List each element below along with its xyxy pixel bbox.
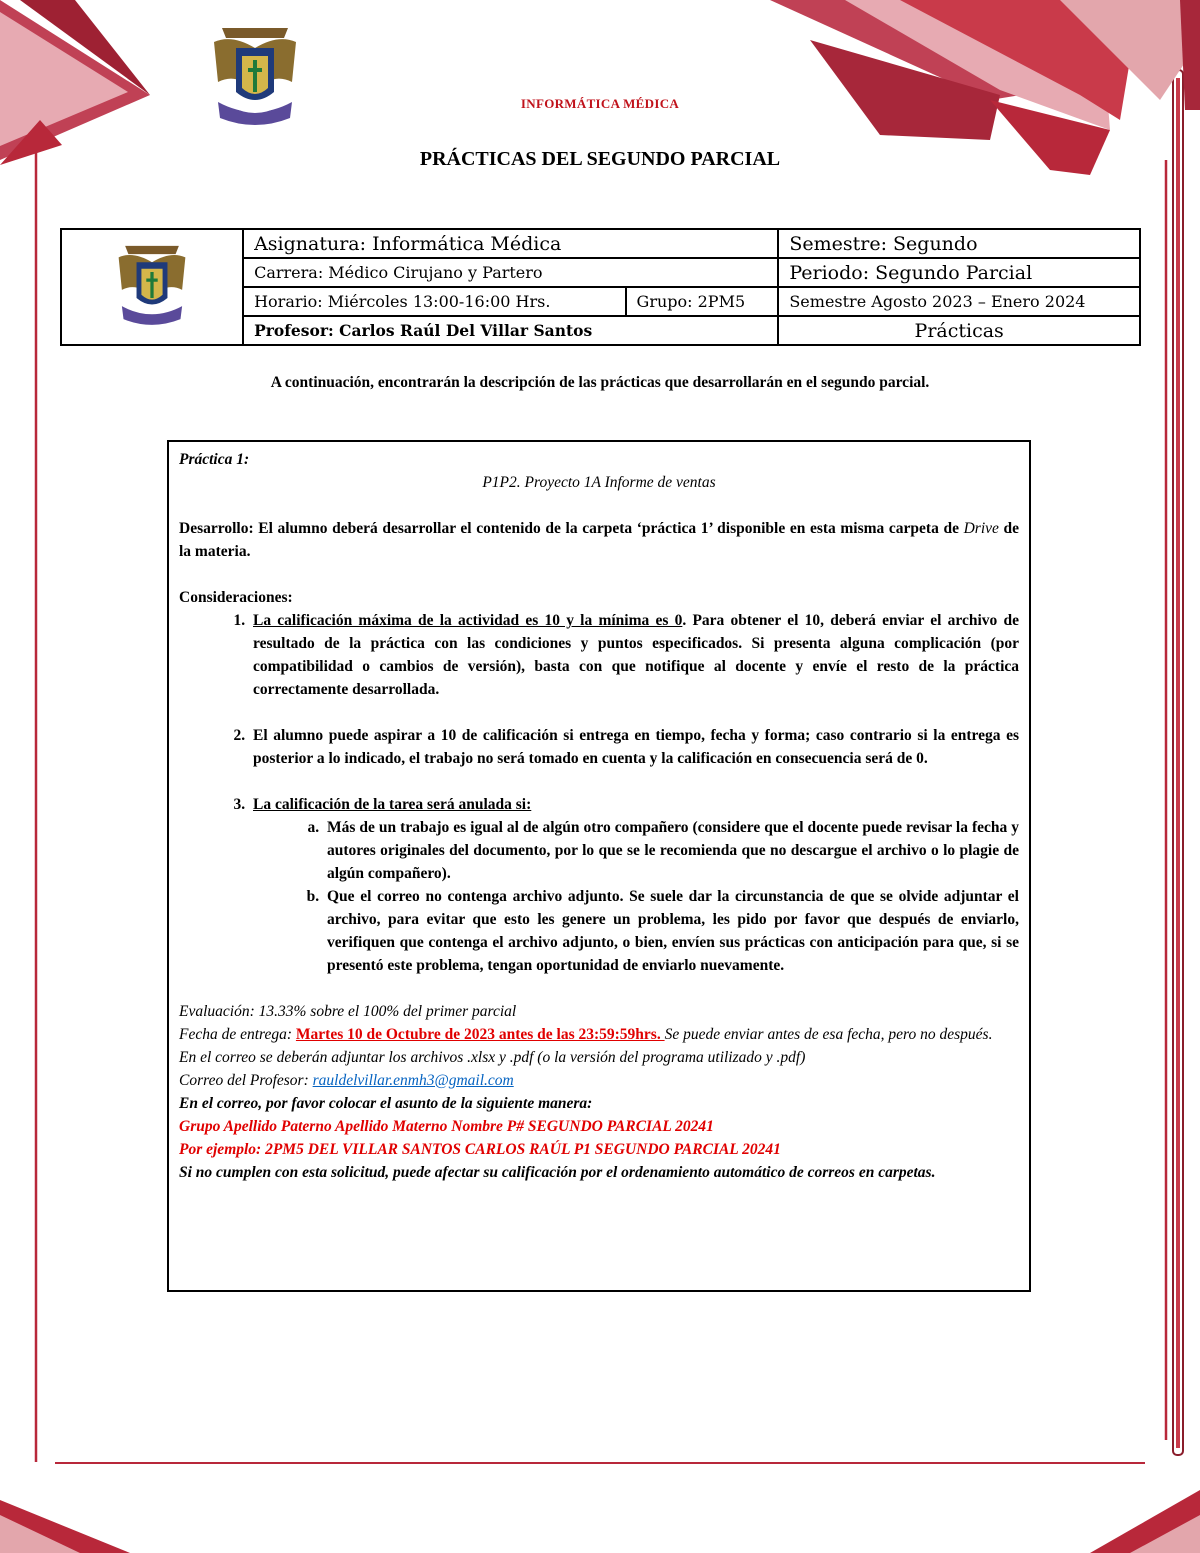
page-title: PRÁCTICAS DEL SEGUNDO PARCIAL xyxy=(419,148,781,170)
university-crest-logo xyxy=(212,22,298,130)
asunto-text: En el correo, por favor colocar el asunto de la siguiente manera: xyxy=(179,1095,593,1112)
adjuntar-text: En el correo se deberán adjuntar los archivos .xlsx y .pdf (o la versión del programa utilizado y .pdf) xyxy=(179,1049,806,1066)
practice-box xyxy=(167,440,1031,1292)
list-item: 2. El alumno puede aspirar a 10 de calificación si entrega en tiempo, fecha y forma; caso contrario si la entrega es posterior a lo indicado, el trabajo no será tomado en cuenta y la calificación en consecuencia será de 0. xyxy=(249,724,1019,770)
tipo-cell: Prácticas xyxy=(778,316,1140,345)
evaluacion-text: Evaluación: 13.33% sobre el 100% del primer parcial xyxy=(179,1003,517,1020)
profesor-cell: Profesor: Carlos Raúl Del Villar Santos xyxy=(243,316,778,345)
ejemplo-asunto-text: Por ejemplo: 2PM5 DEL VILLAR SANTOS CARLOS RAÚL P1 SEGUNDO PARCIAL 20241 xyxy=(179,1141,781,1158)
anulacion-sublist xyxy=(253,816,1019,977)
university-crest-logo-small xyxy=(117,240,187,330)
fecha-entrega-value: Martes 10 de Octubre de 2023 antes de las 23:59:59hrs. xyxy=(295,1026,665,1043)
practice-name: P1P2. Proyecto 1A Informe de ventas xyxy=(482,474,716,491)
formato-asunto-text: Grupo Apellido Paterno Apellido Materno Nombre P# SEGUNDO PARCIAL 20241 xyxy=(179,1118,714,1135)
table-logo-cell xyxy=(61,229,243,345)
department-title: INFORMÁTICA MÉDICA xyxy=(520,96,680,111)
asignatura-cell: Asignatura: Informática Médica xyxy=(243,229,778,258)
course-info-table xyxy=(60,228,1141,346)
semestre-cell: Semestre: Segundo xyxy=(778,229,1140,258)
list-item: a. Más de un trabajo es igual al de algún otro compañero (considere que el docente puede revisar la fecha y autores originales del documento, por lo que se le recomienda que no descargue el archivo o lo plagie de algún compañero). xyxy=(323,816,1019,885)
semestre-rango-cell: Semestre Agosto 2023 – Enero 2024 xyxy=(778,287,1140,316)
consideraciones-label: Consideraciones: xyxy=(179,589,293,606)
list-item: 1. La calificación máxima de la actividad es 10 y la mínima es 0. Para obtener el 10, deberá enviar el archivo de resultado de la práctica con las condiciones y puntos especificados. Si presenta alguna complicación (por compatibilidad o cambios de versión), basta con que notifique al docente y envíe el resto de la práctica correctamente desarrollada. xyxy=(249,609,1019,701)
profesor-email-link[interactable]: rauldelvillar.enmh3@gmail.com xyxy=(312,1072,514,1089)
carrera-cell: Carrera: Médico Cirujano y Partero xyxy=(243,258,778,287)
fecha-entrega-text: Fecha de entrega: Martes 10 de Octubre de 2023 antes de las 23:59:59hrs. Se puede enviar antes de esa fecha, pero no después. xyxy=(179,1026,993,1043)
practice-label: Práctica 1: xyxy=(179,451,250,468)
grupo-cell: Grupo: 2PM5 xyxy=(626,287,779,316)
intro-text: A continuación, encontrarán la descripción de las prácticas que desarrollarán en el segundo parcial. xyxy=(270,374,930,391)
horario-cell: Horario: Miércoles 13:00-16:00 Hrs. xyxy=(243,287,625,316)
list-item: 3. La calificación de la tarea será anulada si: a. Más de un trabajo es igual al de algún otro compañero (considere que el docente puede revisar la fecha y autores originales del documento, por lo que se le recomienda que no descargue el archivo o lo plagie de algún compañero). b. Que el correo no contenga archivo adjunto. Se suele dar la circunstancia de que se olvide adjuntar el archivo, para evitar que esto les genere un problema, les pido por favor que después de enviarlo, verifiquen que contenga el archivo adjunto, o bien, envíen sus prácticas con anticipación para que, si se presentó este problema, tengan oportunidad de enviarlo nuevamente. xyxy=(249,793,1019,977)
periodo-cell: Periodo: Segundo Parcial xyxy=(778,258,1140,287)
consideraciones-list xyxy=(179,609,1019,977)
desarrollo-text: Desarrollo: El alumno deberá desarrollar el contenido de la carpeta ‘práctica 1’ disponible en esta misma carpeta de Drive de la materia. xyxy=(179,520,1020,560)
aviso-text: Si no cumplen con esta solicitud, puede afectar su calificación por el ordenamiento automático de correos en carpetas. xyxy=(179,1164,936,1181)
correo-text: Correo del Profesor: rauldelvillar.enmh3@gmail.com xyxy=(179,1072,514,1089)
list-item: b. Que el correo no contenga archivo adjunto. Se suele dar la circunstancia de que se olvide adjuntar el archivo, para evitar que esto les genere un problema, les pido por favor que después de enviarlo, verifiquen que contenga el archivo adjunto, o bien, envíen sus prácticas con anticipación para que, si se presentó este problema, tengan oportunidad de enviarlo nuevamente. xyxy=(323,885,1019,977)
